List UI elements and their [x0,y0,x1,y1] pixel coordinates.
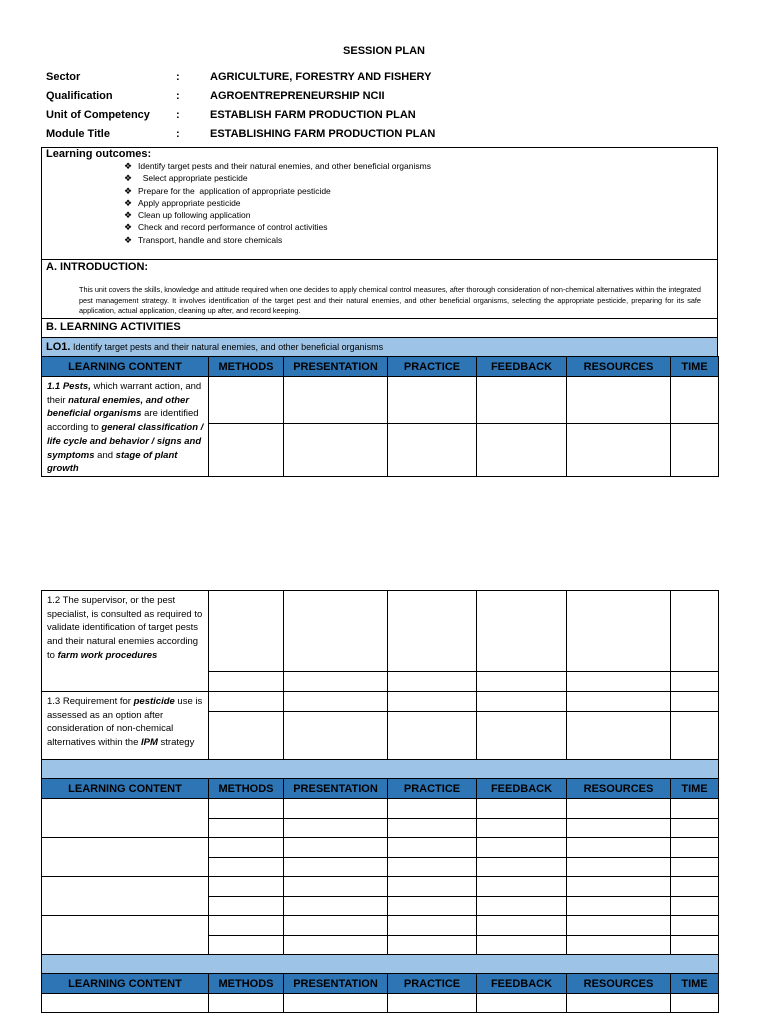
practice-cell[interactable] [388,692,477,712]
learning-outcomes-box [41,147,718,260]
presentation-cell[interactable] [284,712,388,760]
col-resources: RESOURCES [567,779,671,799]
resources-cell[interactable] [567,424,671,477]
time-cell[interactable] [671,935,719,955]
time-cell[interactable] [671,712,719,760]
feedback-cell[interactable] [477,424,567,477]
table-header-row [42,779,719,799]
content-cell[interactable] [42,877,209,916]
feedback-cell[interactable] [477,818,567,838]
practice-cell[interactable] [388,935,477,955]
practice-cell[interactable] [388,877,477,897]
resources-cell[interactable] [567,994,671,1013]
col-practice: PRACTICE [388,357,477,377]
methods-cell[interactable] [209,857,284,877]
resources-cell[interactable] [567,896,671,916]
page-title: SESSION PLAN [343,45,425,57]
table-row [42,994,719,1013]
col-resources: RESOURCES [567,974,671,994]
feedback-cell[interactable] [477,377,567,424]
practice-cell[interactable] [388,916,477,936]
practice-cell[interactable] [388,377,477,424]
lo-placeholder-row [42,955,719,974]
learning-outcome-item: ❖ Transport, handle and store chemicals [124,234,283,245]
practice-cell[interactable] [388,838,477,858]
learning-outcome-item: ❖ Apply appropriate pesticide [124,197,241,208]
methods-cell[interactable] [209,935,284,955]
resources-cell[interactable] [567,818,671,838]
methods-cell[interactable] [209,916,284,936]
learning-outcomes-title: Learning outcomes: [46,148,152,160]
diamond-bullet-icon: ❖ [124,173,133,184]
content-cell[interactable] [42,838,209,877]
feedback-cell[interactable] [477,692,567,712]
col-learning-content: LEARNING CONTENT [42,974,209,994]
presentation-cell[interactable] [284,591,388,672]
methods-cell[interactable] [209,877,284,897]
diamond-bullet-icon: ❖ [124,210,133,221]
resources-cell[interactable] [567,799,671,819]
content-cell[interactable] [42,799,209,838]
methods-cell[interactable] [209,712,284,760]
col-methods: METHODS [209,974,284,994]
feedback-cell[interactable] [477,935,567,955]
practice-cell[interactable] [388,896,477,916]
col-presentation: PRESENTATION [284,779,388,799]
methods-cell[interactable] [209,692,284,712]
time-cell[interactable] [671,377,719,424]
diamond-bullet-icon: ❖ [124,185,133,196]
activities-table-2 [41,590,719,1013]
presentation-cell[interactable] [284,692,388,712]
table-row [42,692,719,712]
resources-cell[interactable] [567,672,671,692]
resources-cell[interactable] [567,935,671,955]
time-cell[interactable] [671,877,719,897]
resources-cell[interactable] [567,916,671,936]
methods-cell[interactable] [209,994,284,1013]
methods-cell[interactable] [209,672,284,692]
feedback-cell[interactable] [477,877,567,897]
col-learning-content: LEARNING CONTENT [42,357,209,377]
feedback-cell[interactable] [477,672,567,692]
practice-cell[interactable] [388,591,477,672]
learning-activities-box [41,318,718,338]
resources-cell[interactable] [567,712,671,760]
presentation-cell[interactable] [284,935,388,955]
col-methods: METHODS [209,357,284,377]
sector-label: Sector [46,71,81,83]
diamond-bullet-icon: ❖ [124,222,133,233]
practice-cell[interactable] [388,672,477,692]
learning-outcome-item: ❖ Identify target pests and their natural enemies, and other beneficial organisms [124,161,431,171]
methods-cell[interactable] [209,896,284,916]
lo-placeholder-bar [42,955,719,974]
col-feedback: FEEDBACK [477,357,567,377]
learning-outcome-item: ❖ Prepare for the application of appropriate pesticide [124,185,331,196]
feedback-cell[interactable] [477,838,567,858]
col-resources: RESOURCES [567,357,671,377]
resources-cell[interactable] [567,877,671,897]
time-cell[interactable] [671,838,719,858]
diamond-bullet-icon: ❖ [124,161,133,171]
resources-cell[interactable] [567,857,671,877]
content-cell[interactable] [42,916,209,955]
col-feedback: FEEDBACK [477,779,567,799]
table-row [42,877,719,897]
learning-activities-title: B. LEARNING ACTIVITIES [46,321,181,333]
presentation-cell[interactable] [284,424,388,477]
methods-cell[interactable] [209,838,284,858]
resources-cell[interactable] [567,591,671,672]
introduction-title: A. INTRODUCTION: [46,261,149,273]
col-time: TIME [671,779,719,799]
methods-cell[interactable] [209,377,284,424]
methods-cell[interactable] [209,799,284,819]
introduction-box [41,259,718,319]
lo1-bar [41,337,718,357]
feedback-cell[interactable] [477,712,567,760]
col-learning-content: LEARNING CONTENT [42,779,209,799]
lo-placeholder-row [42,760,719,779]
module-title-value: ESTABLISHING FARM PRODUCTION PLAN [210,128,436,140]
table-header-row [42,357,719,377]
learning-outcome-item: ❖ Select appropriate pesticide [124,173,248,184]
resources-cell[interactable] [567,377,671,424]
introduction-text: This unit covers the skills, knowledge and attitude required when one decides to apply chemical control measures, after thorough consideration of non-chemical alternatives within the integrated pest management strategy. It involves identification of the target pest and their natural enemies, and other beneficial organisms, selecting the appropriate pesticide, preparing for its safe application, actual application, cleaning up after, and record keeping. [79,285,701,315]
learning-outcome-item: ❖ Clean up following application [124,210,251,221]
time-cell[interactable] [671,692,719,712]
col-time: TIME [671,974,719,994]
unit-of-competency-label: Unit of Competency [46,109,150,121]
diamond-bullet-icon: ❖ [124,197,133,208]
qualification-colon: : [176,90,180,102]
col-practice: PRACTICE [388,974,477,994]
presentation-cell[interactable] [284,916,388,936]
time-cell[interactable] [671,672,719,692]
sector-value: AGRICULTURE, FORESTRY AND FISHERY [210,71,432,83]
col-presentation: PRESENTATION [284,974,388,994]
practice-cell[interactable] [388,799,477,819]
qualification-value: AGROENTREPRENEURSHIP NCII [210,90,385,102]
sector-colon: : [176,71,180,83]
feedback-cell[interactable] [477,916,567,936]
practice-cell[interactable] [388,994,477,1013]
table-row [42,799,719,819]
methods-cell[interactable] [209,424,284,477]
module-title-colon: : [176,128,180,140]
table-row [42,838,719,858]
presentation-cell[interactable] [284,896,388,916]
presentation-cell[interactable] [284,799,388,819]
content-1-3: 1.3 Requirement for pesticide use is assessed as an option after consideration of non-chemical alternatives within the IPM strategy [42,692,209,760]
time-cell[interactable] [671,799,719,819]
feedback-cell[interactable] [477,896,567,916]
module-title-label: Module Title [46,128,110,140]
presentation-cell[interactable] [284,818,388,838]
unit-of-competency-value: ESTABLISH FARM PRODUCTION PLAN [210,109,416,121]
presentation-cell[interactable] [284,857,388,877]
methods-cell[interactable] [209,591,284,672]
practice-cell[interactable] [388,818,477,838]
learning-outcomes-list [124,160,431,246]
unit-of-competency-colon: : [176,109,180,121]
feedback-cell[interactable] [477,994,567,1013]
practice-cell[interactable] [388,424,477,477]
time-cell[interactable] [671,424,719,477]
lo-placeholder-bar [42,760,719,779]
resources-cell[interactable] [567,692,671,712]
content-1-1: 1.1 Pests, which warrant action, and their natural enemies, and other beneficial organisms are identified according to general classification / life cycle and behavior / signs and symptoms and stage of plant growth [42,377,209,477]
time-cell[interactable] [671,896,719,916]
col-practice: PRACTICE [388,779,477,799]
lo1-text: Identify target pests and their natural enemies, and other beneficial organisms [70,342,384,352]
feedback-cell[interactable] [477,857,567,877]
time-cell[interactable] [671,818,719,838]
practice-cell[interactable] [388,857,477,877]
presentation-cell[interactable] [284,377,388,424]
lo1-code: LO1. [46,341,71,353]
col-presentation: PRESENTATION [284,357,388,377]
methods-cell[interactable] [209,818,284,838]
diamond-bullet-icon: ❖ [124,234,133,245]
table-row [42,591,719,672]
resources-cell[interactable] [567,838,671,858]
activities-table-1 [41,356,719,477]
presentation-cell[interactable] [284,877,388,897]
learning-outcome-item: ❖ Check and record performance of control activities [124,222,328,233]
table-row [42,377,719,424]
time-cell[interactable] [671,994,719,1013]
time-cell[interactable] [671,857,719,877]
table-header-row [42,974,719,994]
feedback-cell[interactable] [477,799,567,819]
presentation-cell[interactable] [284,994,388,1013]
qualification-label: Qualification [46,90,113,102]
presentation-cell[interactable] [284,838,388,858]
time-cell[interactable] [671,916,719,936]
table-row [42,916,719,936]
presentation-cell[interactable] [284,672,388,692]
practice-cell[interactable] [388,712,477,760]
time-cell[interactable] [671,591,719,672]
col-methods: METHODS [209,779,284,799]
content-1-2: 1.2 The supervisor, or the pest specialist, is consulted as required to validate identification of target pests and their natural enemies according to farm work procedures [42,591,209,692]
feedback-cell[interactable] [477,591,567,672]
col-time: TIME [671,357,719,377]
col-feedback: FEEDBACK [477,974,567,994]
content-cell[interactable] [42,994,209,1013]
